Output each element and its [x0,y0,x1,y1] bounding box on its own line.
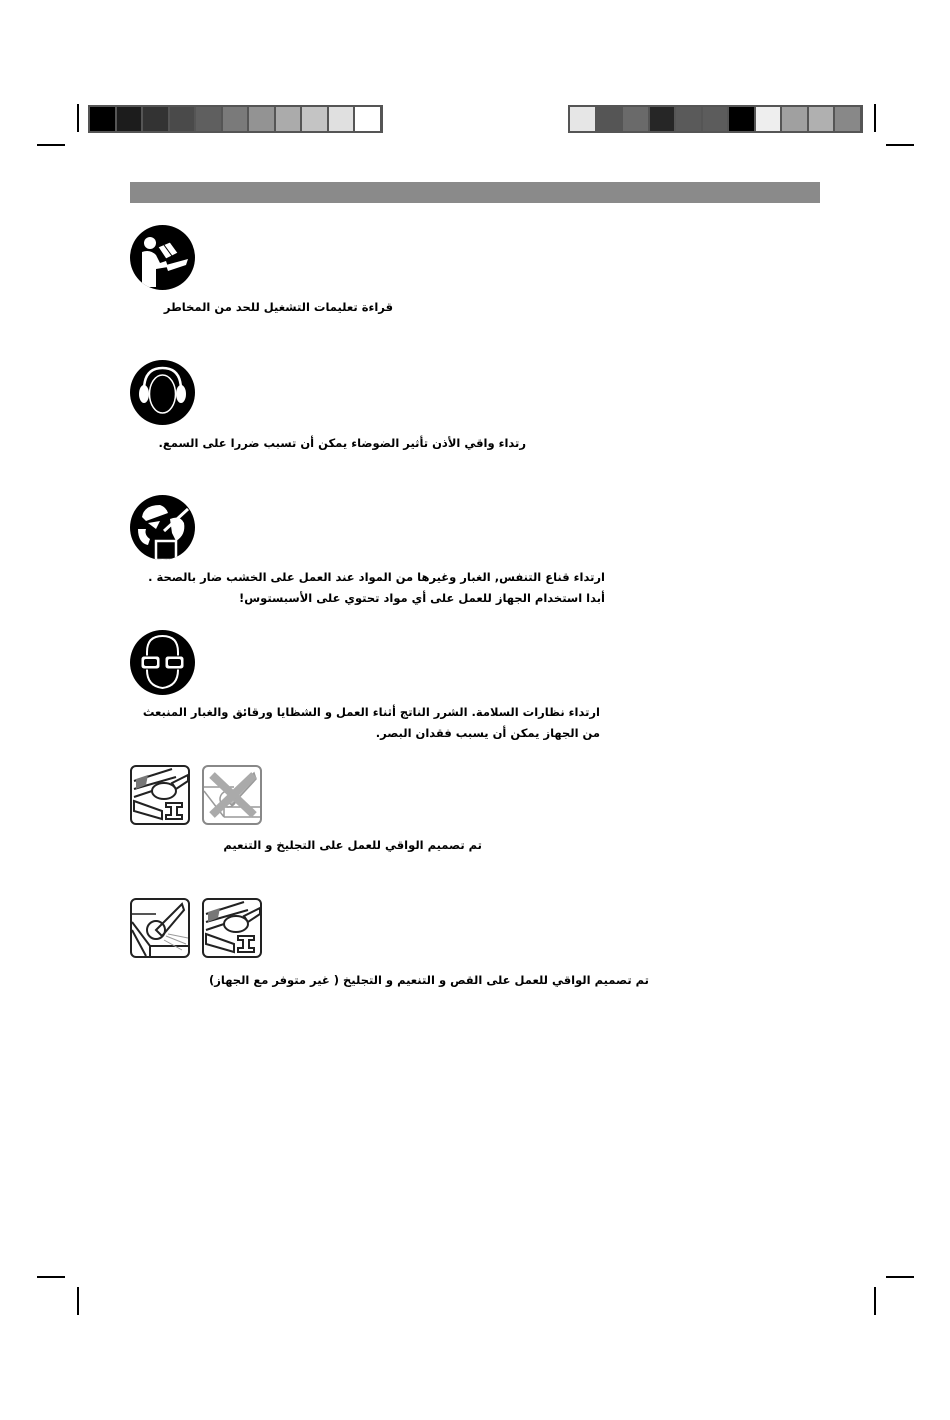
color-swatch [597,107,622,131]
safety-item-read-manual [130,225,393,314]
color-swatch [117,107,142,131]
color-swatch [570,107,595,131]
color-swatch [835,107,860,131]
safety-goggles-icon [130,630,195,695]
color-swatch [676,107,701,131]
caption-read-manual: قراءة تعليمات التشغيل للحد من المخاطر [163,300,393,314]
color-calibration-bar-left [88,105,383,133]
respirator-icon [130,495,195,560]
caption-respirator-line2: أبدا استخدام الجهاز للعمل على أي مواد تحتوي على الأسبستوس! [239,591,605,605]
crop-mark [874,1287,876,1315]
caption-ear-protection: رتداء واقي الأذن تأثير الضوضاء يمكن أن تسبب ضررا على السمع. [158,436,526,450]
color-swatch [302,107,327,131]
color-swatch [703,107,728,131]
caption-goggles-line1: ارتداء نظارات السلامة. الشرر الناتج أثناء العمل و الشظايا ورقائق والغبار المنبعث [142,705,600,719]
color-swatch [623,107,648,131]
color-swatch [196,107,221,131]
crop-mark [37,1276,65,1278]
color-swatch [809,107,834,131]
safety-item-goggles [130,630,600,740]
color-swatch [782,107,807,131]
crop-mark [77,104,79,132]
grinding-icon [202,898,262,958]
read-manual-icon [130,225,195,290]
section-header-band [130,182,820,203]
color-swatch [729,107,754,131]
safety-item-guard-cutting [130,898,649,987]
crop-mark [37,144,65,146]
cutting-icon [130,898,190,958]
safety-item-ear-protection [130,360,526,450]
color-swatch [143,107,168,131]
color-calibration-bar-right [568,105,863,133]
crop-mark [874,104,876,132]
caption-guard-grinding: تم تصميم الواقي للعمل على التجليخ و التنعيم [223,838,482,852]
color-swatch [329,107,354,131]
crop-mark [886,144,914,146]
safety-item-respirator [130,495,605,605]
color-swatch [90,107,115,131]
color-swatch [223,107,248,131]
color-swatch [355,107,380,131]
caption-guard-cutting: تم تصميم الواقي للعمل على القص و التنعيم و التجليخ ( غير متوفر مع الجهاز) [209,973,649,987]
caption-goggles-line2: من الجهاز يمكن أن يسبب فقدان البصر. [375,726,600,740]
color-swatch [170,107,195,131]
color-swatch [249,107,274,131]
color-swatch [650,107,675,131]
crop-mark [77,1287,79,1315]
caption-respirator-line1: ارتداء قناع التنفس, الغبار وغيرها من المواد عند العمل على الخشب ضار بالصحة . [148,570,605,584]
color-swatch [276,107,301,131]
color-swatch [756,107,781,131]
ear-protection-icon [130,360,195,425]
crop-mark [886,1276,914,1278]
cutting-crossed-icon [202,765,262,825]
safety-item-guard-grinding [130,765,482,852]
grinding-icon [130,765,190,825]
